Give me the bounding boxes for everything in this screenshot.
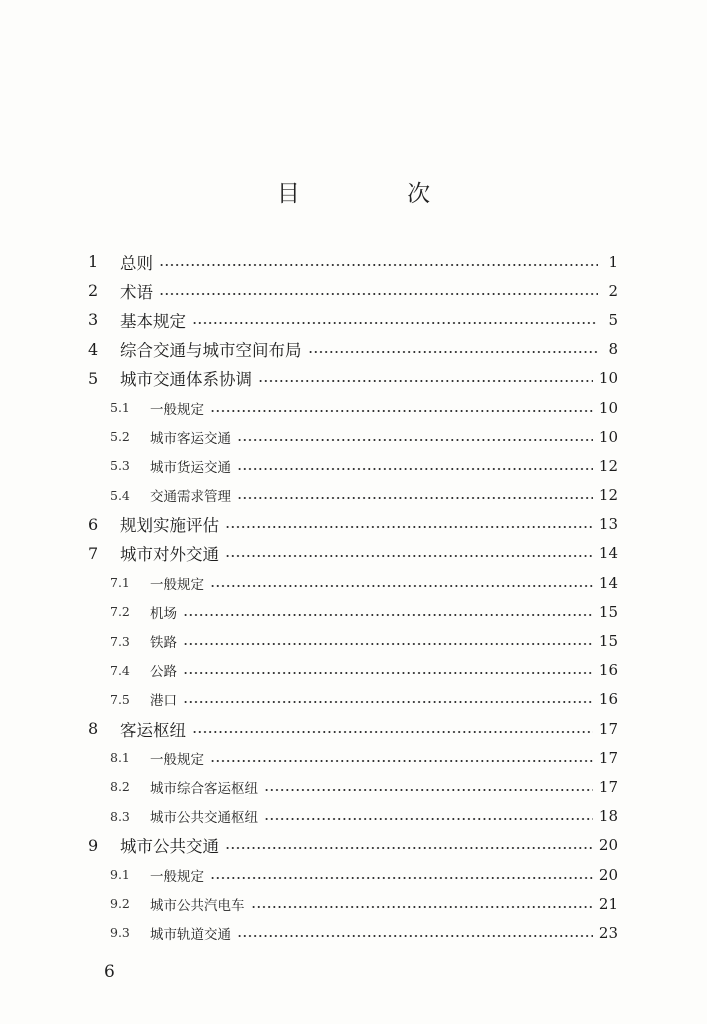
- toc-dot-leader: [225, 847, 593, 849]
- toc-entry-number: 7: [88, 543, 99, 563]
- toc-dot-leader: [251, 906, 593, 908]
- toc-entry-page: 10: [598, 398, 618, 417]
- toc-dot-leader: [183, 643, 593, 645]
- toc-entry-number: 9.3: [110, 925, 130, 941]
- toc-section-entry[interactable]: [88, 422, 618, 451]
- toc-dot-leader: [210, 760, 593, 762]
- toc-entry-label: 规划实施评估: [120, 516, 219, 536]
- toc-entry-number: 9.2: [110, 896, 130, 912]
- toc-chapter-entry[interactable]: [88, 364, 618, 393]
- toc-entry-page: 16: [598, 690, 618, 709]
- toc-entry-label: 基本规定: [120, 311, 186, 331]
- toc-entry-label: 城市轨道交通: [150, 926, 231, 943]
- toc-entry-number: 3: [88, 310, 99, 330]
- toc-entry-page: 17: [598, 748, 618, 767]
- toc-entry-page: 21: [598, 894, 618, 913]
- toc-section-entry[interactable]: [88, 656, 618, 685]
- toc-dot-leader: [225, 526, 593, 528]
- toc-entry-number: 2: [88, 281, 99, 301]
- toc-entry-number: 8.1: [110, 750, 130, 766]
- toc-section-entry[interactable]: [88, 889, 618, 918]
- toc-entry-label: 术语: [120, 282, 153, 302]
- toc-entry-label: 一般规定: [150, 751, 204, 768]
- toc-entry-page: 10: [598, 427, 618, 446]
- toc-dot-leader: [210, 877, 593, 879]
- toc-section-entry[interactable]: [88, 481, 618, 510]
- toc-dot-leader: [183, 701, 593, 703]
- toc-section-entry[interactable]: [88, 685, 618, 714]
- toc-entry-number: 8: [88, 719, 99, 739]
- toc-dot-leader: [159, 264, 598, 266]
- toc-entry-page: 20: [598, 836, 618, 855]
- page-title: 目 次: [276, 181, 481, 207]
- toc-chapter-entry[interactable]: [88, 335, 618, 364]
- toc-dot-leader: [264, 818, 593, 820]
- toc-section-entry[interactable]: [88, 597, 618, 626]
- toc-dot-leader: [225, 555, 593, 557]
- toc-entry-number: 7.1: [110, 575, 130, 591]
- toc-dot-leader: [183, 672, 593, 674]
- toc-entry-number: 7.4: [110, 662, 130, 678]
- toc-section-entry[interactable]: [88, 568, 618, 597]
- toc-entry-page: 23: [598, 923, 618, 942]
- toc-entry-page: 14: [598, 573, 618, 592]
- toc-dot-leader: [192, 731, 593, 733]
- toc-section-entry[interactable]: [88, 918, 618, 947]
- toc-entry-page: 2: [608, 281, 618, 300]
- toc-entry-label: 总则: [120, 253, 153, 273]
- toc-dot-leader: [264, 789, 593, 791]
- toc-entry-page: 1: [608, 252, 618, 271]
- toc-entry-page: 12: [598, 456, 618, 475]
- toc-entry-page: 18: [598, 807, 618, 826]
- toc-entry-page: 15: [598, 632, 618, 651]
- toc-entry-number: 5.4: [110, 487, 130, 503]
- toc-entry-page: 10: [598, 369, 618, 388]
- toc-section-entry[interactable]: [88, 743, 618, 772]
- toc-entry-page: 16: [598, 661, 618, 680]
- toc-dot-leader: [183, 614, 593, 616]
- toc-entry-number: 5.3: [110, 458, 130, 474]
- toc-entry-number: 9: [88, 835, 99, 855]
- toc-entry-label: 公路: [150, 664, 177, 681]
- toc-entry-page: 17: [598, 719, 618, 738]
- toc-entry-page: 14: [598, 544, 618, 563]
- toc-entry-number: 5.2: [110, 429, 130, 445]
- toc-section-entry[interactable]: [88, 802, 618, 831]
- toc-entry-label: 城市对外交通: [120, 545, 219, 565]
- toc-entry-label: 城市公共交通枢纽: [150, 810, 258, 827]
- toc-entry-page: 20: [598, 865, 618, 884]
- toc-dot-leader: [210, 585, 593, 587]
- toc-chapter-entry[interactable]: [88, 539, 618, 568]
- toc-dot-leader: [258, 380, 593, 382]
- toc-chapter-entry[interactable]: [88, 305, 618, 334]
- toc-entry-label: 一般规定: [150, 868, 204, 885]
- toc-entry-label: 机场: [150, 605, 177, 622]
- toc-section-entry[interactable]: [88, 451, 618, 480]
- toc-entry-label: 一般规定: [150, 401, 204, 418]
- page-number: 6: [104, 962, 115, 982]
- toc-entry-page: 5: [608, 310, 618, 329]
- toc-entry-number: 5.1: [110, 400, 130, 416]
- toc-entry-page: 8: [608, 340, 618, 359]
- toc-entry-number: 8.2: [110, 779, 130, 795]
- toc-entry-number: 4: [88, 339, 99, 359]
- toc-entry-number: 9.1: [110, 867, 130, 883]
- toc-entry-number: 7.3: [110, 633, 130, 649]
- toc-dot-leader: [210, 410, 593, 412]
- toc-chapter-entry[interactable]: [88, 247, 618, 276]
- toc-entry-number: 5: [88, 368, 99, 388]
- toc-entry-page: 17: [598, 777, 618, 796]
- toc-entry-label: 综合交通与城市空间布局: [120, 341, 302, 361]
- toc-entry-number: 6: [88, 514, 99, 534]
- toc-section-entry[interactable]: [88, 393, 618, 422]
- toc-dot-leader: [237, 497, 593, 499]
- toc-entry-page: 15: [598, 602, 618, 621]
- toc-dot-leader: [192, 322, 598, 324]
- table-of-contents: [88, 247, 618, 948]
- toc-entry-label: 港口: [150, 693, 177, 710]
- toc-chapter-entry[interactable]: [88, 510, 618, 539]
- toc-dot-leader: [159, 293, 598, 295]
- toc-section-entry[interactable]: [88, 772, 618, 801]
- toc-entry-label: 城市交通体系协调: [120, 370, 252, 390]
- toc-entry-number: 8.3: [110, 808, 130, 824]
- toc-entry-label: 城市货运交通: [150, 459, 231, 476]
- toc-entry-label: 城市客运交通: [150, 430, 231, 447]
- toc-entry-number: 7.2: [110, 604, 130, 620]
- toc-entry-page: 13: [598, 515, 618, 534]
- toc-entry-label: 一般规定: [150, 576, 204, 593]
- toc-entry-label: 客运枢纽: [120, 720, 186, 740]
- toc-chapter-entry[interactable]: [88, 276, 618, 305]
- toc-dot-leader: [237, 935, 593, 937]
- toc-chapter-entry[interactable]: [88, 714, 618, 743]
- toc-dot-leader: [237, 468, 593, 470]
- toc-section-entry[interactable]: [88, 626, 618, 655]
- toc-dot-leader: [308, 351, 599, 353]
- toc-entry-label: 城市公共交通: [120, 837, 219, 857]
- toc-entry-label: 城市综合客运枢纽: [150, 780, 258, 797]
- toc-chapter-entry[interactable]: [88, 831, 618, 860]
- toc-entry-page: 12: [598, 486, 618, 505]
- toc-entry-number: 1: [88, 252, 99, 272]
- toc-entry-label: 城市公共汽电车: [150, 897, 245, 914]
- toc-entry-label: 交通需求管理: [150, 489, 231, 506]
- toc-entry-label: 铁路: [150, 635, 177, 652]
- toc-entry-number: 7.5: [110, 691, 130, 707]
- toc-dot-leader: [237, 439, 593, 441]
- toc-section-entry[interactable]: [88, 860, 618, 889]
